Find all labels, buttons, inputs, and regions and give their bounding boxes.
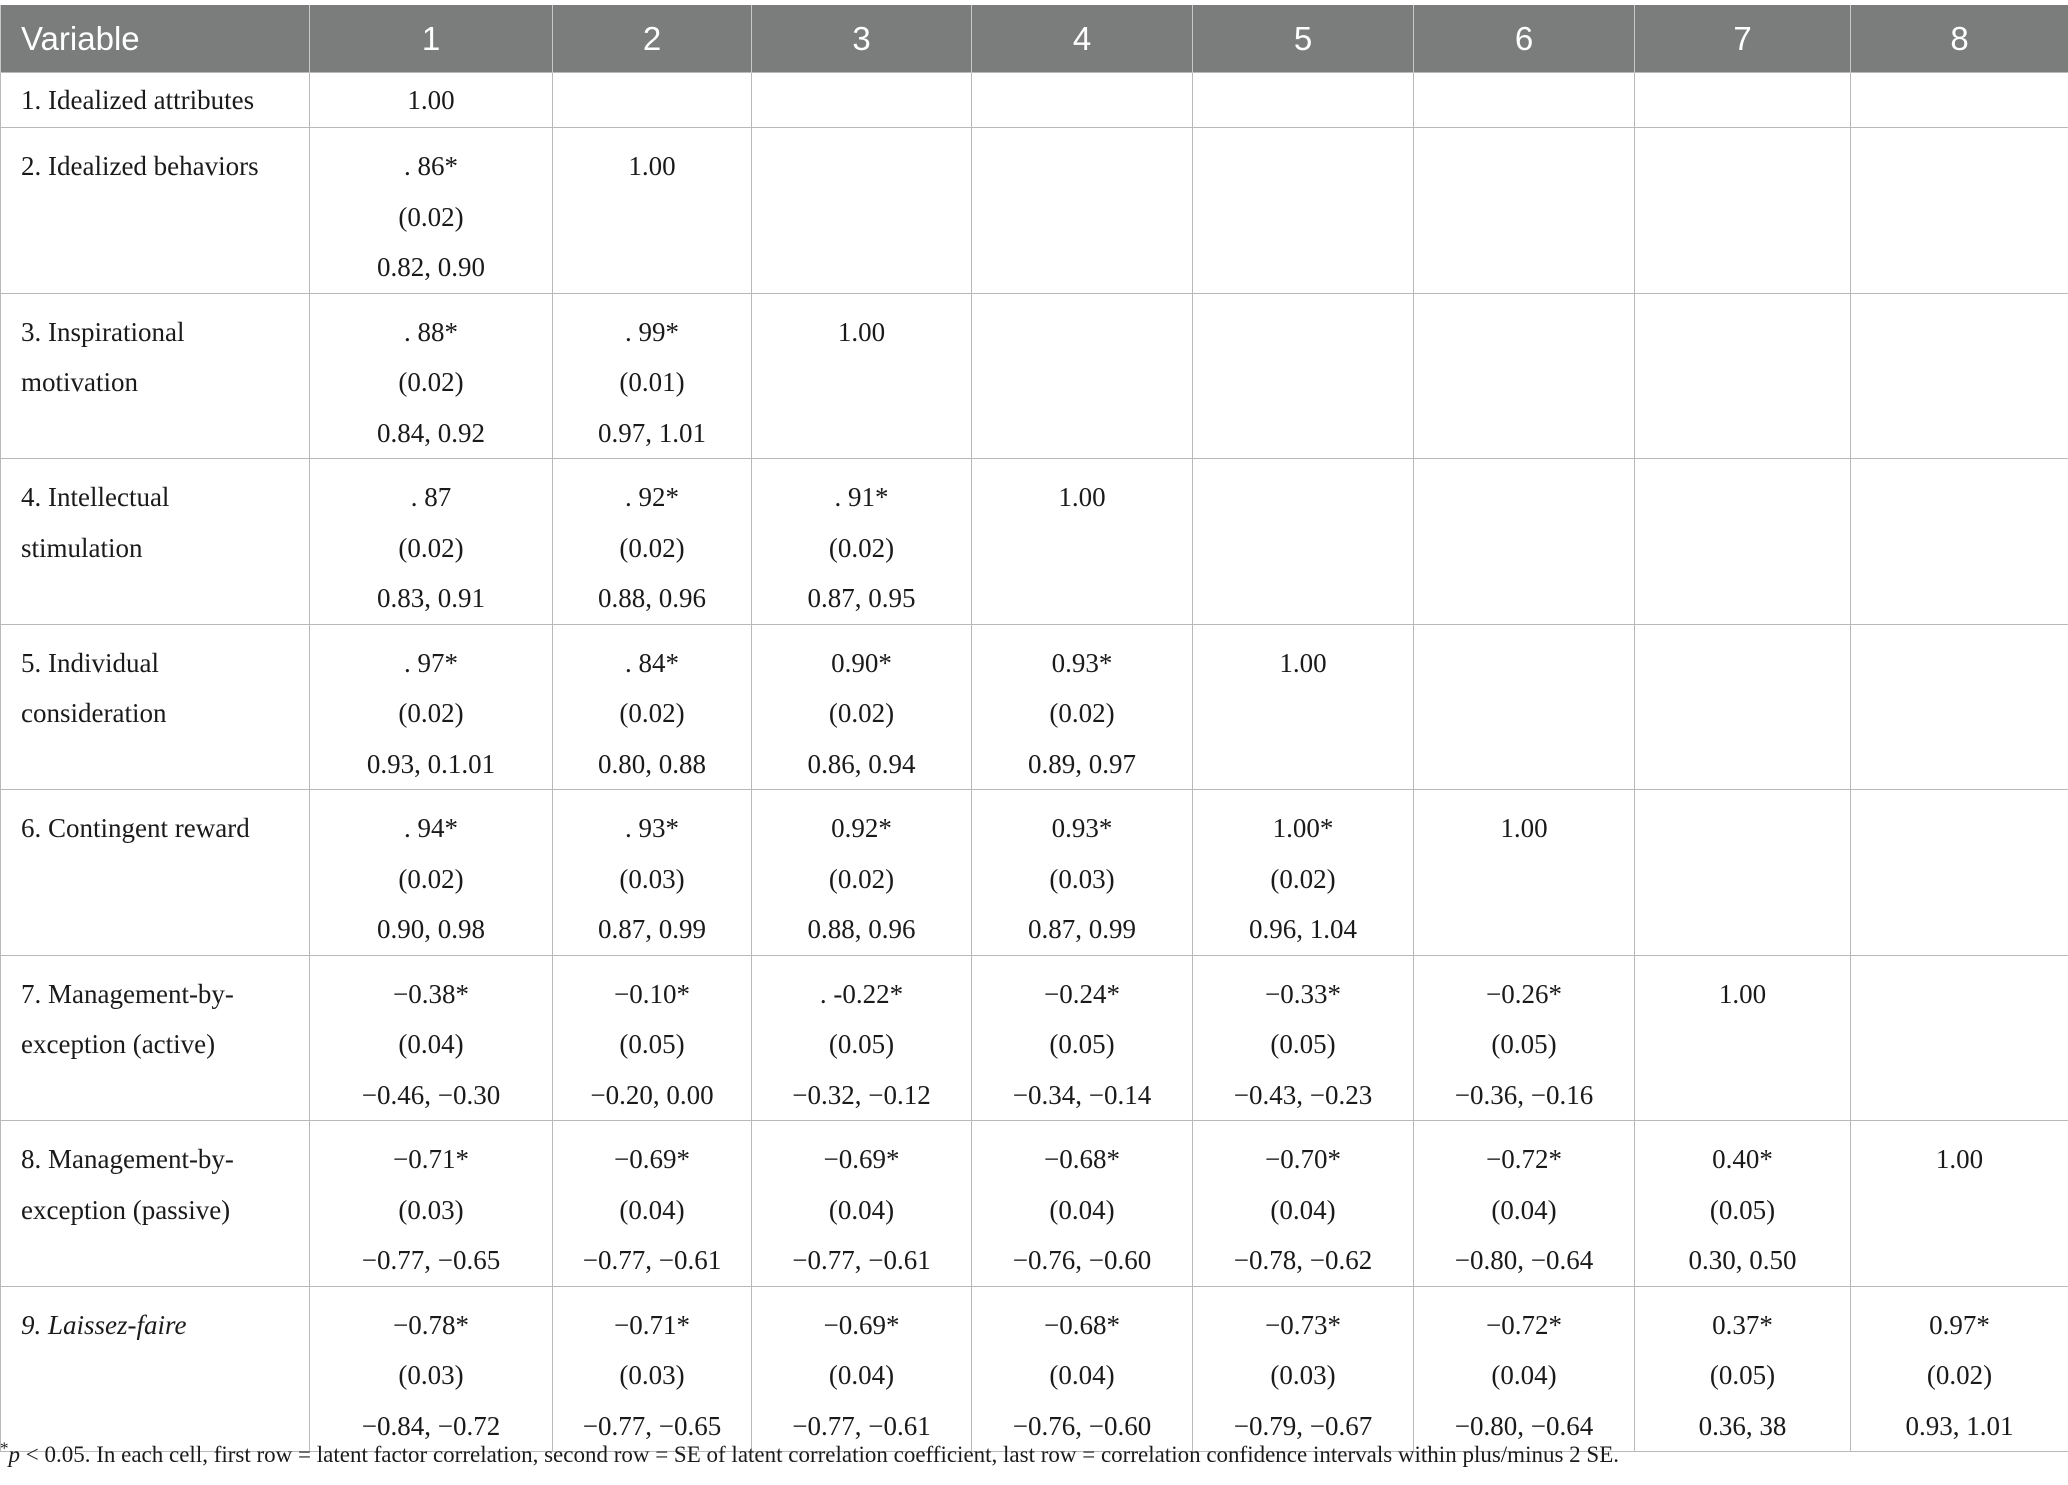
correlation-value: . 99* — [625, 316, 679, 347]
table-row — [1, 128, 2068, 294]
correlation-cell — [972, 790, 1193, 956]
footnote-p-symbol: p — [8, 1442, 20, 1467]
table-row — [1, 790, 2068, 956]
confidence-interval: 0.87, 0.99 — [598, 914, 706, 944]
diagonal-value: 1.00 — [1718, 978, 1767, 1009]
confidence-interval: −0.77, −0.65 — [361, 1245, 501, 1275]
correlation-value: . 84* — [625, 647, 679, 678]
correlation-cell — [553, 624, 752, 790]
correlation-cell — [752, 955, 972, 1121]
correlation-cell — [553, 459, 752, 625]
table-row — [1, 293, 2068, 459]
correlation-cell — [1851, 624, 2068, 790]
correlation-cell — [1193, 73, 1414, 128]
correlation-cell — [752, 293, 972, 459]
confidence-interval: 0.90, 0.98 — [377, 914, 485, 944]
correlation-value: −0.24* — [1044, 978, 1120, 1009]
correlation-value: −0.69* — [823, 1144, 900, 1174]
standard-error: (0.01) — [619, 367, 685, 397]
confidence-interval: 0.97, 1.01 — [598, 417, 706, 448]
correlation-value: −0.33* — [1265, 978, 1341, 1009]
correlation-cell — [972, 73, 1193, 128]
correlation-cell — [1635, 73, 1851, 128]
correlation-cell — [1414, 955, 1635, 1121]
confidence-interval: −0.34, −0.14 — [1012, 1079, 1152, 1110]
correlation-value: −0.68* — [1044, 1309, 1120, 1340]
correlation-cell — [310, 1286, 553, 1452]
correlation-cell — [972, 293, 1193, 459]
table-row — [1, 1286, 2068, 1452]
correlation-cell — [1851, 790, 2068, 956]
variable-cell — [1, 790, 310, 956]
variable-cell — [1, 128, 310, 294]
table-row — [1, 955, 2068, 1121]
confidence-interval: 0.84, 0.92 — [377, 417, 485, 448]
correlation-cell — [553, 955, 752, 1121]
confidence-interval: −0.78, −0.62 — [1233, 1245, 1373, 1275]
table-row — [1, 1121, 2068, 1287]
correlation-cell — [1635, 624, 1851, 790]
correlation-cell — [310, 459, 553, 625]
standard-error: (0.02) — [1049, 698, 1115, 728]
standard-error: (0.03) — [398, 1360, 464, 1390]
confidence-interval: −0.76, −0.60 — [1012, 1410, 1152, 1441]
confidence-interval: −0.80, −0.64 — [1454, 1245, 1594, 1275]
confidence-interval: −0.79, −0.67 — [1233, 1410, 1373, 1441]
correlation-cell — [1635, 459, 1851, 625]
confidence-interval: 0.36, 38 — [1698, 1410, 1787, 1441]
standard-error: (0.02) — [398, 367, 464, 397]
correlation-cell — [1414, 459, 1635, 625]
correlation-cell — [752, 73, 972, 128]
standard-error: (0.04) — [1049, 1194, 1115, 1225]
correlation-cell — [972, 128, 1193, 294]
correlation-cell — [1635, 955, 1851, 1121]
correlation-cell — [752, 624, 972, 790]
correlation-cell — [972, 1286, 1193, 1452]
correlation-value: −0.10* — [614, 978, 690, 1009]
correlation-cell — [310, 1121, 553, 1287]
correlation-value: −0.38* — [393, 978, 469, 1009]
correlation-value: 0.90* — [831, 647, 892, 678]
correlation-cell — [310, 293, 553, 459]
correlation-cell — [1414, 128, 1635, 294]
correlation-cell — [1414, 1121, 1635, 1287]
standard-error: (0.04) — [1491, 1194, 1557, 1225]
variable-label-line: 8. Management-by- — [21, 1144, 234, 1174]
correlation-value: . 88* — [404, 316, 458, 347]
variable-cell — [1, 293, 310, 459]
correlation-value: . 92* — [625, 482, 679, 512]
variable-cell — [1, 955, 310, 1121]
header-col-7: 7 — [1635, 5, 1851, 73]
correlation-value: −0.26* — [1486, 978, 1562, 1009]
diagonal-value: 1.00 — [628, 151, 676, 181]
standard-error: (0.02) — [828, 863, 895, 894]
standard-error: (0.02) — [828, 532, 895, 563]
standard-error: (0.04) — [1270, 1194, 1336, 1225]
correlation-cell — [1635, 293, 1851, 459]
confidence-interval: −0.76, −0.60 — [1012, 1245, 1152, 1275]
header-col-6: 6 — [1414, 5, 1635, 73]
confidence-interval: 0.93, 1.01 — [1905, 1410, 2014, 1441]
correlation-cell — [1851, 293, 2068, 459]
standard-error: (0.05) — [1709, 1194, 1776, 1225]
confidence-interval: −0.20, 0.00 — [590, 1079, 714, 1110]
correlation-cell — [972, 1121, 1193, 1287]
correlation-value: 0.93* — [1051, 647, 1113, 678]
diagonal-value: 1.00 — [837, 316, 886, 347]
standard-error: (0.04) — [828, 1360, 895, 1390]
correlation-cell — [1851, 1286, 2068, 1452]
standard-error: (0.04) — [619, 1194, 685, 1225]
variable-cell — [1, 1121, 310, 1287]
correlation-cell — [1193, 128, 1414, 294]
header-col-8: 8 — [1851, 5, 2068, 73]
table-row — [1, 459, 2068, 625]
diagonal-value: 1.00 — [1279, 647, 1327, 678]
table-row — [1, 73, 2068, 128]
correlation-value: −0.71* — [393, 1144, 469, 1174]
table-body — [1, 73, 2068, 1452]
standard-error: (0.02) — [1926, 1360, 1993, 1390]
footnote-text: < 0.05. In each cell, first row = latent factor correlation, second row = SE of latent correlation coefficient, last row = correlation confidence intervals within plus/minus 2 SE. — [20, 1442, 1619, 1467]
standard-error: (0.02) — [398, 532, 464, 563]
correlation-value: . 86* — [404, 151, 458, 181]
confidence-interval: −0.46, −0.30 — [361, 1079, 501, 1110]
variable-label-line: motivation — [21, 367, 138, 397]
confidence-interval: −0.36, −0.16 — [1454, 1079, 1594, 1110]
confidence-interval: 0.30, 0.50 — [1688, 1245, 1797, 1275]
correlation-value: . 97* — [404, 647, 458, 678]
correlation-table — [0, 5, 2068, 1452]
correlation-cell — [1851, 955, 2068, 1121]
variable-label-line: 3. Inspirational — [21, 316, 185, 347]
correlation-cell — [553, 73, 752, 128]
confidence-interval: 0.83, 0.91 — [377, 583, 485, 613]
correlation-value: −0.78* — [393, 1309, 469, 1340]
confidence-interval: 0.87, 0.95 — [807, 583, 916, 613]
table-row — [1, 624, 2068, 790]
header-variable: Variable — [1, 5, 310, 73]
correlation-cell — [1851, 1121, 2068, 1287]
correlation-cell — [752, 128, 972, 294]
standard-error: (0.05) — [828, 1029, 895, 1059]
correlation-value: . 94* — [404, 813, 458, 843]
correlation-cell — [752, 1286, 972, 1452]
correlation-value: . 93* — [625, 813, 679, 843]
standard-error: (0.02) — [398, 698, 464, 728]
variable-cell — [1, 73, 310, 128]
variable-label-line: 2. Idealized behaviors — [21, 151, 259, 181]
variable-label-line: consideration — [21, 698, 167, 728]
correlation-cell — [310, 790, 553, 956]
standard-error: (0.04) — [828, 1194, 895, 1225]
confidence-interval: −0.77, −0.61 — [792, 1245, 931, 1275]
correlation-cell — [1193, 293, 1414, 459]
header-row — [1, 5, 2068, 73]
correlation-value: 0.97* — [1929, 1309, 1990, 1340]
table-footnote — [0, 1438, 1619, 1468]
standard-error: (0.05) — [1709, 1360, 1776, 1390]
diagonal-value: 1.00 — [1935, 1144, 1984, 1174]
correlation-value: 0.40* — [1712, 1144, 1773, 1174]
correlation-value: 1.00* — [1272, 813, 1334, 843]
correlation-cell — [752, 1121, 972, 1287]
confidence-interval: −0.77, −0.61 — [792, 1410, 931, 1441]
standard-error: (0.03) — [619, 1360, 685, 1390]
confidence-interval: −0.77, −0.61 — [582, 1245, 722, 1275]
confidence-interval: 0.88, 0.96 — [807, 914, 916, 944]
correlation-value: −0.69* — [614, 1144, 690, 1174]
header-col-5: 5 — [1193, 5, 1414, 73]
diagonal-value: 1.00 — [1058, 482, 1106, 512]
correlation-cell — [1635, 790, 1851, 956]
confidence-interval: 0.93, 0.1.01 — [366, 748, 496, 779]
standard-error: (0.04) — [1491, 1360, 1557, 1390]
correlation-value: −0.70* — [1265, 1144, 1341, 1174]
correlation-value: 0.93* — [1051, 813, 1113, 843]
variable-label-line: exception (passive) — [21, 1194, 231, 1225]
correlation-cell — [1851, 73, 2068, 128]
variable-label-line: 4. Intellectual — [21, 482, 170, 512]
correlation-cell — [752, 459, 972, 625]
standard-error: (0.02) — [398, 863, 464, 894]
confidence-interval: −0.32, −0.12 — [792, 1079, 931, 1110]
correlation-value: . -0.22* — [819, 978, 904, 1009]
correlation-cell — [1193, 1286, 1414, 1452]
variable-cell — [1, 1286, 310, 1452]
correlation-cell — [1193, 955, 1414, 1121]
correlation-cell — [1414, 790, 1635, 956]
correlation-value: −0.68* — [1044, 1144, 1120, 1174]
header-col-1: 1 — [310, 5, 553, 73]
standard-error: (0.03) — [398, 1194, 464, 1225]
correlation-cell — [1193, 790, 1414, 956]
standard-error: (0.02) — [398, 201, 464, 232]
variable-cell — [1, 624, 310, 790]
diagonal-value: 1.00 — [1500, 813, 1548, 843]
correlation-cell — [1193, 459, 1414, 625]
correlation-cell — [310, 955, 553, 1121]
standard-error: (0.02) — [619, 532, 685, 563]
standard-error: (0.02) — [619, 698, 685, 728]
correlation-value: −0.71* — [614, 1309, 690, 1340]
footnote-mark: * — [0, 1438, 9, 1458]
confidence-interval: 0.88, 0.96 — [598, 583, 706, 613]
correlation-cell — [1193, 1121, 1414, 1287]
correlation-cell — [1635, 1286, 1851, 1452]
correlation-value: . 87 — [410, 482, 452, 512]
variable-label-line: 1. Idealized attributes — [21, 85, 255, 115]
correlation-cell — [1414, 73, 1635, 128]
correlation-cell — [972, 624, 1193, 790]
standard-error: (0.03) — [1049, 863, 1115, 894]
correlation-value: 0.37* — [1712, 1309, 1773, 1340]
variable-label-line: stimulation — [21, 532, 143, 563]
correlation-value: 0.92* — [831, 813, 892, 843]
confidence-interval: −0.77, −0.65 — [582, 1410, 722, 1441]
variable-label-line: 6. Contingent reward — [21, 813, 250, 843]
correlation-value: −0.72* — [1486, 1309, 1562, 1340]
standard-error: (0.04) — [1049, 1360, 1115, 1390]
confidence-interval: 0.82, 0.90 — [377, 252, 485, 282]
diagonal-value: 1.00 — [407, 85, 455, 115]
correlation-value: −0.73* — [1265, 1309, 1341, 1340]
correlation-cell — [972, 459, 1193, 625]
correlation-cell — [1635, 1121, 1851, 1287]
confidence-interval: 0.87, 0.99 — [1028, 914, 1136, 944]
variable-label-line: 9. Laissez-faire — [21, 1309, 187, 1340]
correlation-cell — [1851, 459, 2068, 625]
confidence-interval: −0.80, −0.64 — [1454, 1410, 1594, 1441]
header-col-3: 3 — [752, 5, 972, 73]
correlation-cell — [553, 128, 752, 294]
confidence-interval: −0.43, −0.23 — [1233, 1079, 1373, 1110]
standard-error: (0.02) — [828, 698, 895, 728]
correlation-cell — [1193, 624, 1414, 790]
correlation-cell — [310, 128, 553, 294]
standard-error: (0.02) — [1270, 863, 1336, 894]
correlation-value: −0.72* — [1486, 1144, 1562, 1174]
correlation-cell — [553, 790, 752, 956]
variable-label-line: exception (active) — [21, 1029, 216, 1059]
correlation-cell — [553, 1286, 752, 1452]
standard-error: (0.05) — [1491, 1029, 1557, 1059]
correlation-value: . 91* — [834, 482, 889, 512]
correlation-cell — [1414, 1286, 1635, 1452]
correlation-cell — [1414, 624, 1635, 790]
standard-error: (0.04) — [398, 1029, 464, 1059]
correlation-table-container — [0, 5, 2068, 1452]
correlation-cell — [310, 73, 553, 128]
correlation-cell — [1635, 128, 1851, 294]
correlation-cell — [310, 624, 553, 790]
variable-label-line: 7. Management-by- — [21, 978, 234, 1009]
confidence-interval: 0.96, 1.04 — [1249, 914, 1357, 944]
correlation-cell — [752, 790, 972, 956]
correlation-cell — [553, 1121, 752, 1287]
correlation-value: −0.69* — [823, 1309, 900, 1340]
standard-error: (0.03) — [619, 863, 685, 894]
correlation-cell — [1851, 128, 2068, 294]
correlation-cell — [553, 293, 752, 459]
standard-error: (0.05) — [619, 1029, 685, 1059]
standard-error: (0.05) — [1270, 1029, 1336, 1059]
correlation-cell — [1414, 293, 1635, 459]
confidence-interval: −0.84, −0.72 — [361, 1410, 501, 1441]
variable-cell — [1, 459, 310, 625]
correlation-cell — [972, 955, 1193, 1121]
confidence-interval: 0.86, 0.94 — [807, 748, 916, 779]
header-col-2: 2 — [553, 5, 752, 73]
confidence-interval: 0.89, 0.97 — [1028, 748, 1136, 779]
standard-error: (0.03) — [1270, 1360, 1336, 1390]
standard-error: (0.05) — [1049, 1029, 1115, 1059]
confidence-interval: 0.80, 0.88 — [598, 748, 706, 779]
variable-label-line: 5. Individual — [21, 647, 159, 678]
header-col-4: 4 — [972, 5, 1193, 73]
